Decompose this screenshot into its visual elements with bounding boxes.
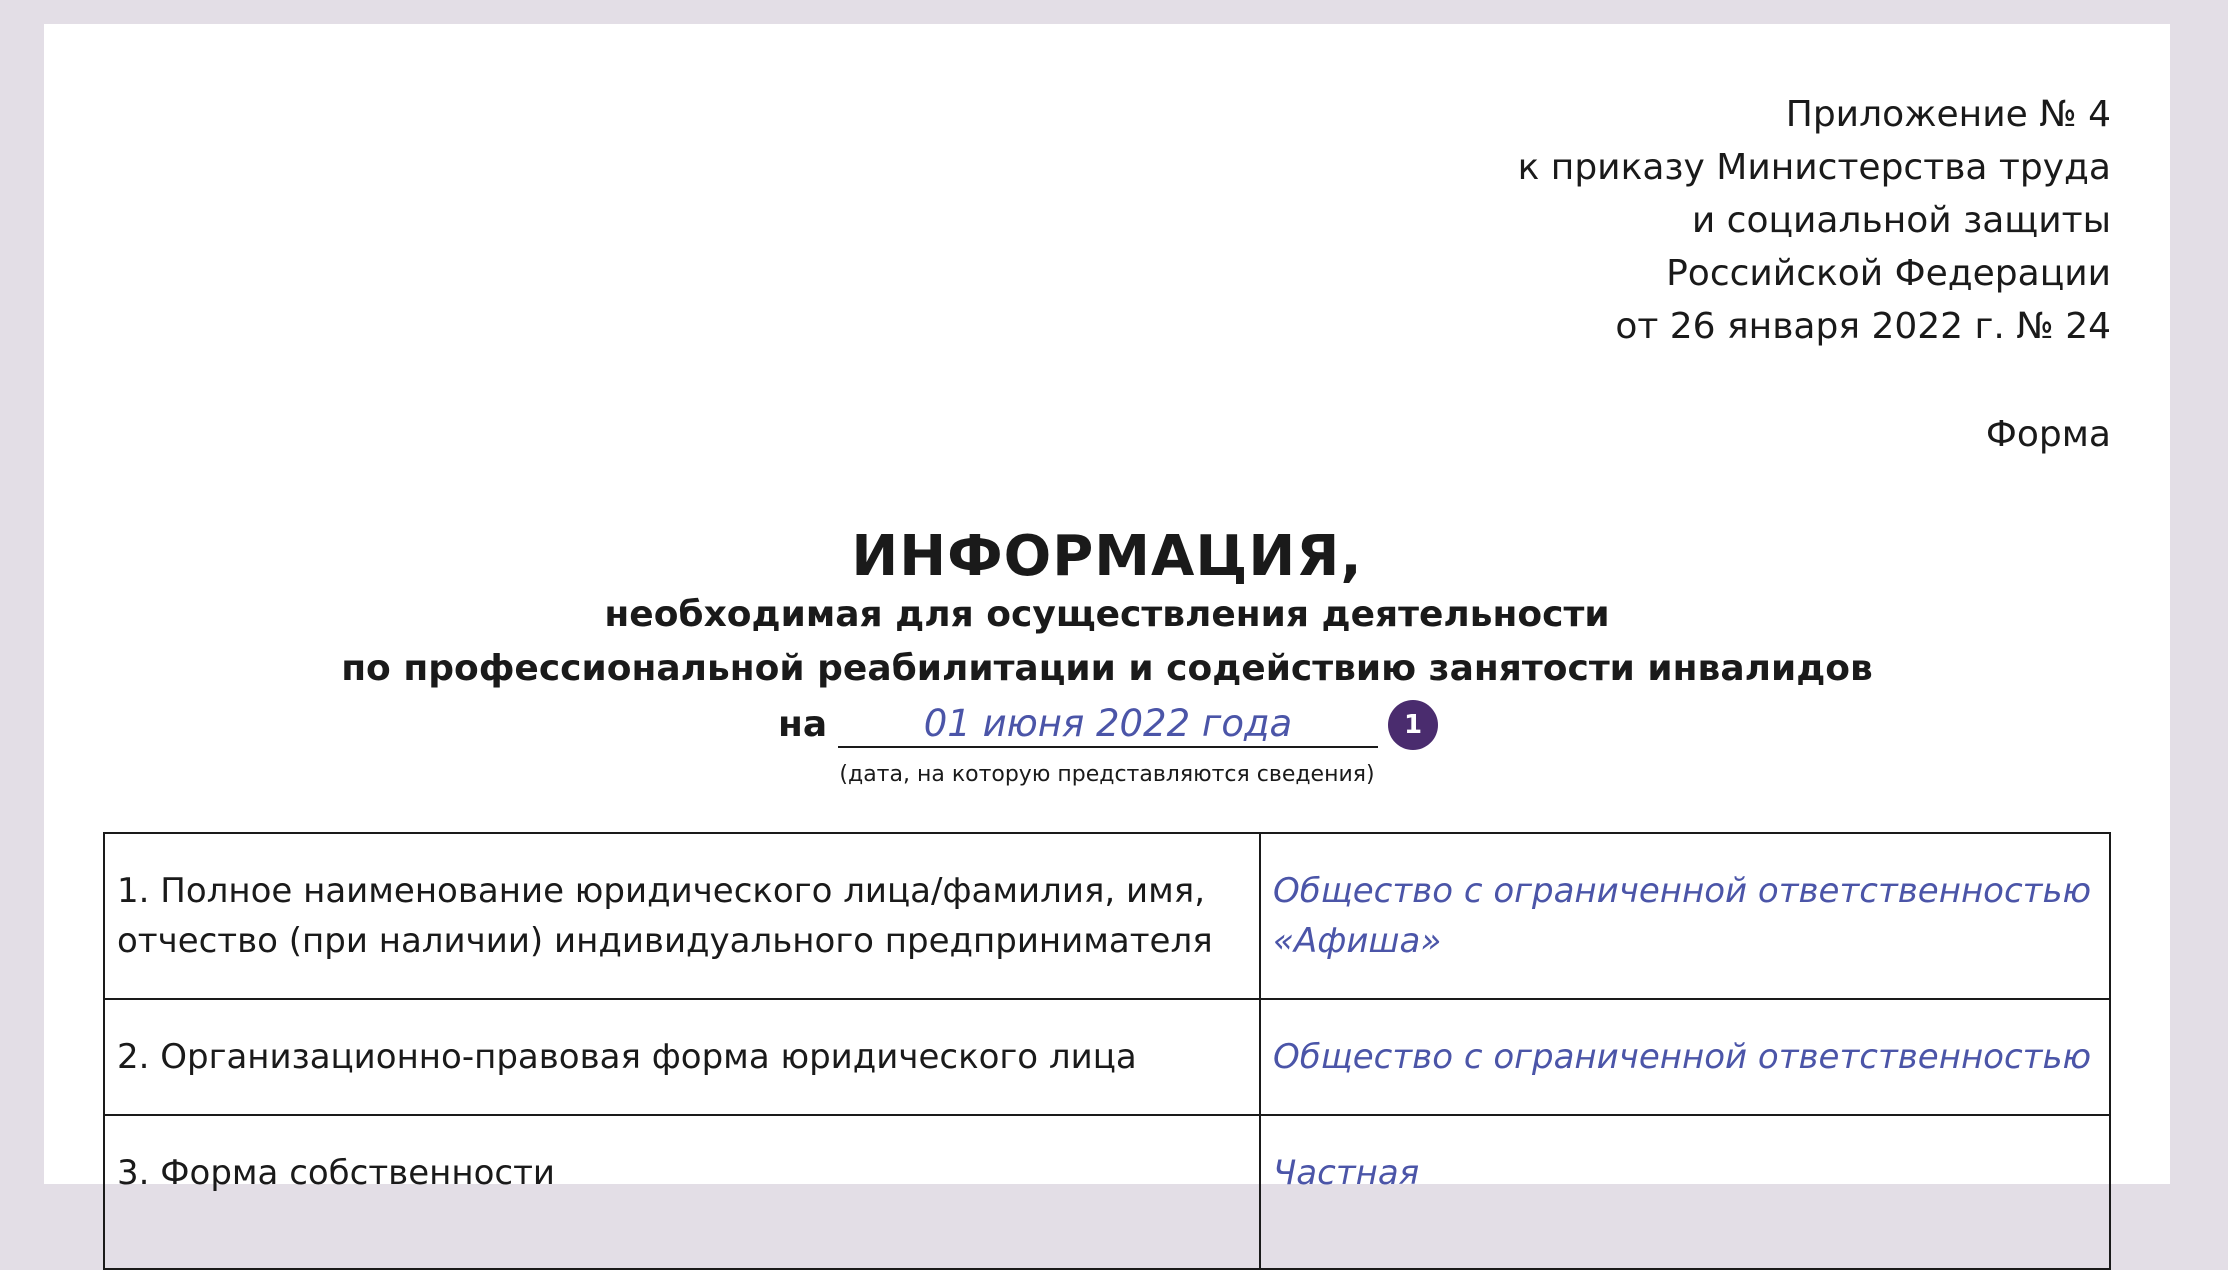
- document-subtitle-line-2: по профессиональной реабилитации и содействию занятости инвалидов: [341, 648, 1873, 689]
- table-row-value[interactable]: Частная: [1260, 1115, 2110, 1269]
- document-sheet: [44, 24, 2170, 1193]
- table-row: [104, 833, 2110, 999]
- form-label: Форма: [1985, 414, 2111, 455]
- date-row: [44, 696, 2170, 756]
- appendix-line: к приказу Министерства труда: [1517, 147, 2111, 188]
- appendix-header: [1518, 88, 2111, 353]
- table-row-label: 3. Форма собственности: [104, 1115, 1260, 1269]
- document-title: ИНФОРМАЦИЯ,: [851, 524, 1363, 589]
- date-prefix: на: [778, 704, 828, 745]
- table-row-label: 1. Полное наименование юридического лица/фамилия, имя, отчество (при наличии) индивидуального предпринимателя: [104, 833, 1260, 999]
- appendix-line: Приложение № 4: [1785, 94, 2111, 135]
- date-field[interactable]: [838, 696, 1378, 748]
- table-row-value[interactable]: Общество с ограниченной ответственностью «Афиша»: [1260, 833, 2110, 999]
- info-table: [103, 832, 2111, 1270]
- table-row-label: 2. Организационно-правовая форма юридического лица: [104, 999, 1260, 1115]
- appendix-line: Российской Федерации: [1666, 253, 2111, 294]
- document-subtitle-line-1: необходимая для осуществления деятельности: [604, 594, 1610, 635]
- date-caption: (дата, на которую представляются сведения): [839, 762, 1375, 787]
- date-value: 01 июня 2022 года: [923, 702, 1293, 745]
- table-row: [104, 1115, 2110, 1269]
- appendix-line: от 26 января 2022 г. № 24: [1615, 306, 2111, 347]
- table-row-value[interactable]: Общество с ограниченной ответственностью: [1260, 999, 2110, 1115]
- appendix-line: и социальной защиты: [1691, 200, 2111, 241]
- annotation-marker: 1: [1388, 700, 1438, 750]
- table-row: [104, 999, 2110, 1115]
